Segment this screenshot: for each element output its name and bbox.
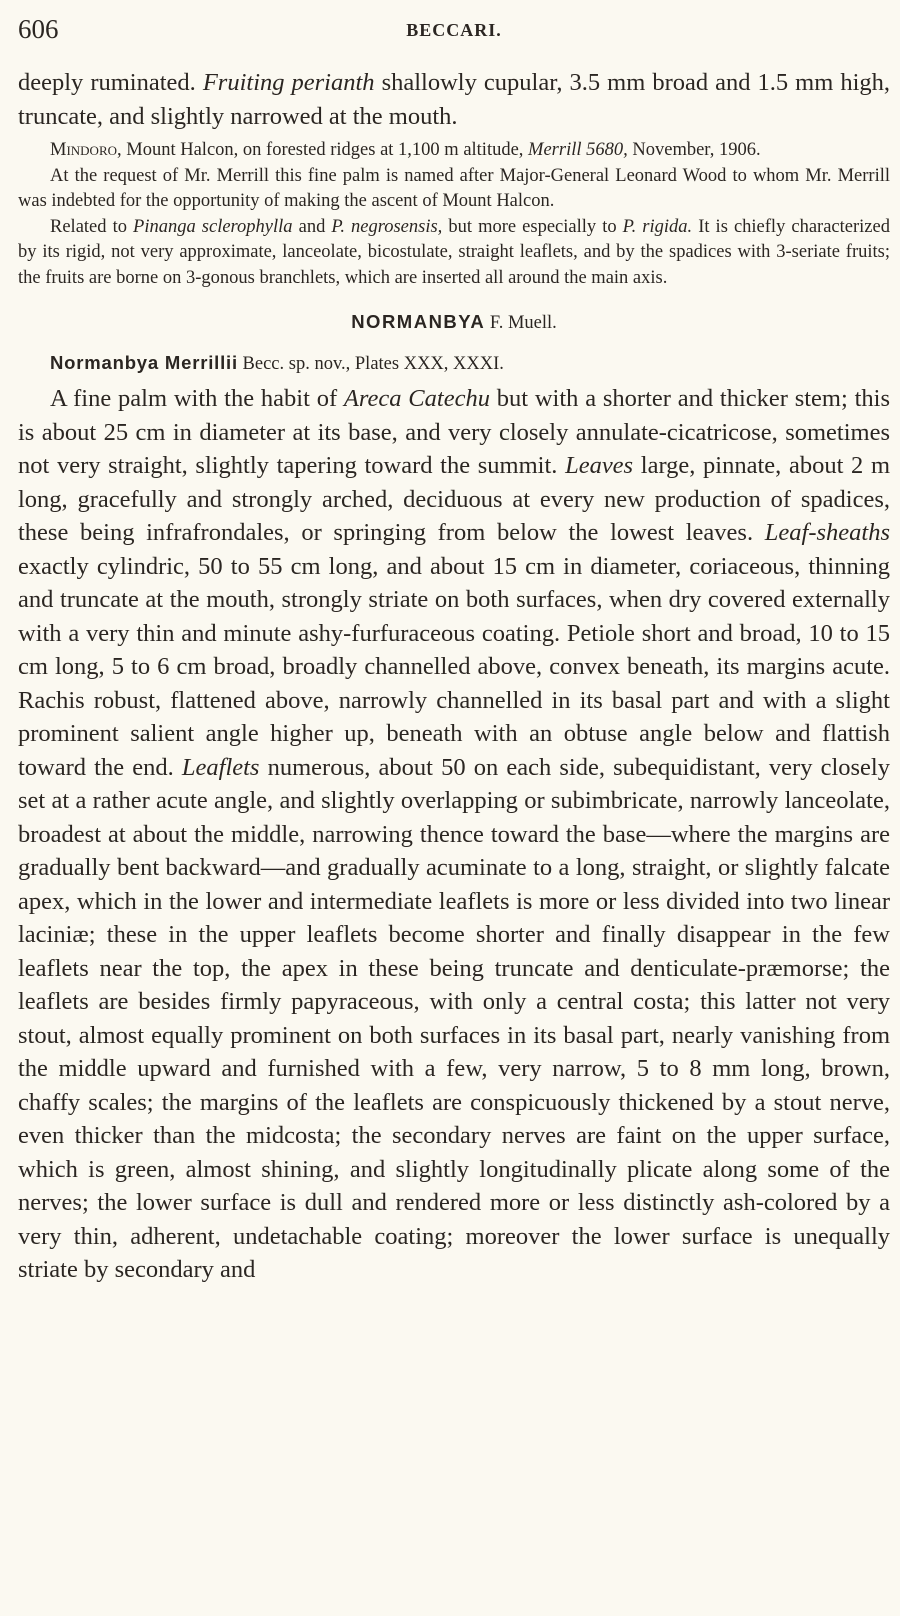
paragraph-species-description	[18, 382, 890, 1287]
text-run: but with a shorter and thicker stem; this is about 25 cm in diameter at its base, and very closely annulate-cicatricose, sometimes not very straight, slightly tapering toward the summit.	[18, 385, 890, 479]
italic-term: Leaflets	[181, 753, 260, 781]
text-run: It is chiefly characterized by its rigid, not very approximate, lanceolate, bicostulate, straight leaflets, and by the spadices with 3-seriate fruits; the fruits are borne on 3-gonous branchlets, which are inserted all around the main axis.	[18, 216, 890, 288]
paragraph-affinities	[18, 215, 890, 292]
text-run: Related to	[50, 216, 134, 237]
text-run: shallowly cupular, 3.5 mm broad and 1.5 mm high, truncate, and slightly narrowed at the mouth.	[18, 69, 891, 130]
paragraph-dedication: At the request of Mr. Merrill this fine palm is named after Major-General Leonard Wood to whom Mr. Merrill was indebted for the opportunity of making the ascent of Mount Halcon.	[18, 165, 890, 211]
page-header	[18, 14, 890, 44]
genus-author: F. Muell.	[485, 313, 557, 333]
text-run: deeply ruminated.	[18, 69, 196, 96]
species-citation: Becc. sp. nov., Plates XXX, XXXI.	[237, 354, 504, 374]
italic-taxon: P. negrosensis,	[331, 216, 443, 237]
text-run: but more especially to	[442, 216, 623, 237]
text-run: , Mount Halcon, on forested ridges at 1,100 m altitude,	[117, 140, 529, 160]
collector-citation: Merrill 5680,	[528, 140, 628, 160]
italic-term: Leaves	[565, 452, 634, 479]
species-heading	[18, 350, 890, 377]
text-run: large, pinnate, about 2 m long, gracefully and strongly arched, deciduous at every new production of spadices, these being infrafrondales, or springing from below the lowest leaves.	[18, 452, 890, 546]
italic-taxon: P. rigida.	[622, 216, 693, 237]
species-name: Normanbya Merrillii	[50, 352, 238, 373]
genus-name: NORMANBYA	[351, 311, 486, 332]
genus-heading	[18, 309, 890, 336]
locality-name: Mindoro	[50, 140, 118, 160]
text-run: November, 1906.	[627, 140, 761, 160]
italic-taxon: Areca Catechu	[343, 385, 490, 412]
paragraph-fruit-description	[18, 66, 890, 133]
page-number: 606	[18, 14, 59, 44]
text-run: A fine palm with the habit of	[50, 385, 344, 412]
paragraph-locality	[18, 138, 890, 164]
document-page	[18, 0, 890, 1616]
italic-taxon: Pinanga sclerophylla	[133, 216, 293, 237]
text-run: exactly cylindric, 50 to 55 cm long, and about 15 cm in diameter, coriaceous, thinning and truncate at the mouth, strongly striate on both surfaces, when dry covered externally with a very thin and minute ashy-furfuraceous coating. Petiole short and broad, 10 to 15 cm long, 5 to 6 cm broad, broadly channelled above, convex beneath, its margins acute. Rachis robust, flattened above, narrowly channelled in its basal part and with a slight prominent salient angle higher up, beneath with an obtuse angle below and flattish toward the end.	[18, 552, 890, 781]
text-run: and	[292, 216, 332, 237]
italic-term: Leaf-sheaths	[764, 519, 890, 546]
text-run: numerous, about 50 on each side, subequidistant, very closely set at a rather acute angle, and slightly overlapping or subimbricate, narrowly lanceolate, broadest at about the middle, narrowing thence toward the base—where the margins are gradually bent backward—and gradually acuminate to a long, straight, or slightly falcate apex, which in the lower and intermediate leaflets is more or less divided into two linear laciniæ; these in the upper leaflets become shorter and finally disappear in the few leaflets near the top, the apex in these being truncate and denticulate-præmorse; the leaflets are besides firmly papyraceous, with only a central costa; this latter not very stout, almost equally prominent on both surfaces in its basal part, nearly vanishing from the middle upward and furnished with a few, very narrow, 5 to 8 mm long, brown, chaffy scales; the margins of the leaflets are conspicuously thickened by a stout nerve, even thicker than the midcosta; the secondary nerves are faint on the upper surface, which is green, almost shining, and slightly longitudinally plicate along some of the nerves; the lower surface is dull and rendered more or less distinctly ash-colored by a very thin, adherent, undetachable coating; moreover the lower surface is unequally striate by secondary and	[18, 753, 890, 1283]
italic-term: Fruiting perianth	[202, 69, 375, 96]
running-head: BECCARI.	[406, 20, 502, 40]
page-body	[18, 66, 890, 1287]
